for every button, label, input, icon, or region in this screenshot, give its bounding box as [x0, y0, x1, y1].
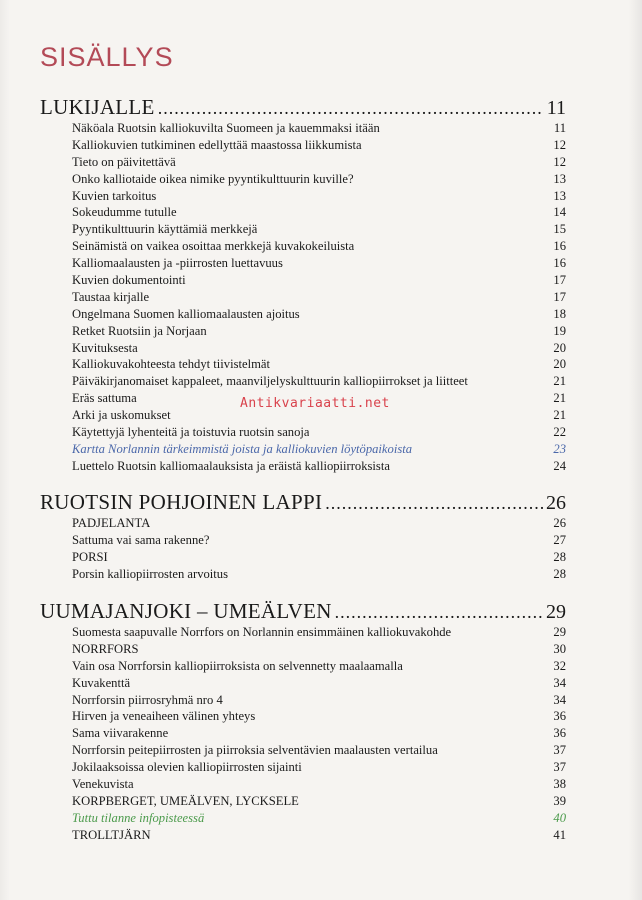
toc-entry	[40, 238, 566, 255]
toc-entry-page: 21	[553, 374, 566, 389]
toc-entry	[40, 549, 566, 566]
toc-entry-page: 28	[553, 549, 566, 564]
entry-list	[40, 120, 566, 475]
toc-entry-page: 30	[553, 641, 566, 656]
toc-entry-page: 18	[553, 306, 566, 321]
toc-entry-page: 11	[553, 121, 566, 135]
toc-entry-page: 24	[553, 458, 566, 473]
toc-entry-page: 39	[553, 793, 566, 808]
toc-entry-title: Kuvituksesta	[72, 340, 138, 355]
toc-entry-title: Kuvien dokumentointi	[72, 273, 186, 288]
toc-entry	[40, 458, 566, 475]
toc-entry	[40, 776, 566, 793]
toc-section	[40, 489, 566, 583]
toc-entry	[40, 171, 566, 188]
toc-entry	[40, 742, 566, 759]
toc-entry-page: 22	[553, 425, 566, 440]
toc-entry-page: 23	[553, 441, 566, 456]
toc-entry-title: TROLLTJÄRN	[72, 827, 151, 842]
toc-entry-title: Taustaa kirjalle	[72, 289, 150, 304]
toc-entry-title: Tuttu tilanne infopisteessä	[72, 810, 205, 825]
section-heading-row	[40, 598, 566, 624]
section-heading: LUKIJALLE	[40, 95, 155, 119]
page-title: SISÄLLYS	[40, 42, 174, 72]
section-page-number: 26	[546, 492, 566, 514]
toc-entry-page: 16	[553, 239, 566, 254]
toc-entry-page: 15	[553, 222, 566, 237]
toc-entry-title: Seinämistä on vaikea osoittaa merkkejä kuvakokeiluista	[72, 239, 355, 254]
toc-entry-page: 13	[553, 188, 566, 203]
dot-leader	[335, 599, 543, 625]
toc-entry-title: Kuvakenttä	[72, 675, 131, 690]
toc-entry-page: 17	[553, 273, 566, 288]
toc-entry-page: 38	[553, 777, 566, 792]
entry-list	[40, 624, 566, 844]
page-edge-shadow-right	[628, 0, 642, 900]
toc-entry-page: 37	[553, 743, 566, 758]
toc-entry-title: Tieto on päivitettävä	[72, 154, 176, 169]
dot-leader	[325, 490, 543, 516]
toc-entry-page: 40	[553, 810, 566, 825]
toc-entry-title: Näköala Ruotsin kalliokuvilta Suomeen ja kauemmaksi itään	[72, 121, 380, 135]
toc-entry	[40, 566, 566, 583]
toc-entry	[40, 759, 566, 776]
toc-entry	[40, 221, 566, 238]
toc-entry-page: 19	[553, 323, 566, 338]
toc-entry-page: 12	[553, 154, 566, 169]
toc-entry-page: 13	[553, 171, 566, 186]
toc-entry-title: Kalliomaalausten ja -piirrosten luettavuus	[72, 256, 283, 271]
toc-entry-title: Sokeudumme tutulle	[72, 205, 177, 220]
toc-entry-page: 34	[553, 675, 566, 690]
toc-entry-title: Käytettyjä lyhenteitä ja toistuvia ruotsin sanoja	[72, 425, 310, 440]
toc-entry-page: 34	[553, 692, 566, 707]
toc-entry-title: Vain osa Norrforsin kalliopiirroksista on selvennetty maalaamalla	[72, 658, 403, 673]
toc-entry	[40, 137, 566, 154]
toc-entry	[40, 272, 566, 289]
toc-entry	[40, 658, 566, 675]
toc-entry	[40, 154, 566, 171]
toc-entry-page: 36	[553, 726, 566, 741]
toc-entry	[40, 289, 566, 306]
toc-entry-page: 41	[553, 827, 566, 842]
toc-entry-title: Ongelmana Suomen kalliomaalausten ajoitus	[72, 306, 300, 321]
toc-entry-page: 12	[553, 137, 566, 152]
toc-entry-title: Hirven ja veneaiheen välinen yhteys	[72, 709, 256, 724]
toc-entry-title: Kartta Norlannin tärkeimmistä joista ja kalliokuvien löytöpaikoista	[72, 441, 413, 456]
toc-entry	[40, 204, 566, 221]
toc-entry	[40, 641, 566, 658]
watermark-text: Antikvariaatti.net	[240, 396, 390, 411]
toc-entry-page: 16	[553, 256, 566, 271]
toc-entry	[40, 675, 566, 692]
entry-list	[40, 515, 566, 583]
toc-entry-title: Pyyntikulttuurin käyttämiä merkkejä	[72, 222, 258, 237]
toc-entry	[40, 515, 566, 532]
section-page-number: 29	[546, 601, 566, 623]
toc-entry-page: 36	[553, 709, 566, 724]
toc-entry-page: 27	[553, 532, 566, 547]
toc-entry	[40, 793, 566, 810]
dot-leader	[158, 95, 544, 121]
toc-entry-title: Norrforsin peitepiirrosten ja piirroksia selventävien maalausten vertailua	[72, 743, 438, 758]
toc-entry-page: 21	[553, 391, 566, 406]
toc-entry	[40, 441, 566, 458]
toc-entry-page: 20	[553, 340, 566, 355]
toc-entry	[40, 373, 566, 390]
toc-entry-page: 14	[553, 205, 566, 220]
toc-entry-page: 26	[553, 516, 566, 530]
toc-entry-page: 32	[553, 658, 566, 673]
toc-entry-title: Sama viivarakenne	[72, 726, 169, 741]
toc-entry	[40, 424, 566, 441]
toc-entry	[40, 356, 566, 373]
toc-entry-title: Porsin kalliopiirrosten arvoitus	[72, 566, 229, 581]
section-heading: UUMAJANJOKI – UMEÄLVEN	[40, 599, 332, 623]
toc-entry	[40, 188, 566, 205]
toc-entry-page: 37	[553, 760, 566, 775]
toc-entry-title: Kuvien tarkoitus	[72, 188, 157, 203]
toc-entry-page: 29	[553, 625, 566, 639]
toc-entry	[40, 624, 566, 641]
toc-entry	[40, 306, 566, 323]
toc-entry-title: KORPBERGET, UMEÄLVEN, LYCKSELE	[72, 793, 299, 808]
toc-entry	[40, 810, 566, 827]
section-heading: RUOTSIN POHJOINEN LAPPI	[40, 490, 323, 514]
toc-entry	[40, 340, 566, 357]
toc-entry-title: Kalliokuvien tutkiminen edellyttää maastossa liikkumista	[72, 137, 362, 152]
toc-section	[40, 94, 566, 475]
toc-entry	[40, 708, 566, 725]
toc-entry-title: Norrforsin piirrosryhmä nro 4	[72, 692, 223, 707]
toc-entry-title: Retket Ruotsiin ja Norjaan	[72, 323, 207, 338]
toc-entry-title: PADJELANTA	[72, 516, 151, 530]
toc-entry	[40, 532, 566, 549]
toc-entry-page: 21	[553, 408, 566, 423]
toc-entry-title: Sattuma vai sama rakenne?	[72, 532, 210, 547]
toc-entry	[40, 725, 566, 742]
toc-entry-page: 20	[553, 357, 566, 372]
section-heading-row	[40, 94, 566, 120]
toc-entry-title: Päiväkirjanomaiset kappaleet, maanviljelyskulttuurin kalliopiirrokset ja liitteet	[72, 374, 468, 389]
page-edge-shadow-left	[0, 0, 10, 900]
toc-entry-title: NORRFORS	[72, 641, 139, 656]
toc-entry-title: Jokilaaksoissa olevien kalliopiirrosten sijainti	[72, 760, 302, 775]
toc-entry-title: Eräs sattuma	[72, 391, 137, 406]
toc-section	[40, 598, 566, 844]
section-heading-row	[40, 489, 566, 515]
toc-entry-page: 28	[553, 566, 566, 581]
toc-entry	[40, 692, 566, 709]
toc-entry-page: 17	[553, 289, 566, 304]
section-page-number: 11	[546, 97, 566, 119]
toc-entry-title: Arki ja uskomukset	[72, 408, 171, 423]
toc-entry-title: Kalliokuvakohteesta tehdyt tiivistelmät	[72, 357, 270, 372]
toc-entry	[40, 120, 566, 137]
toc-entry-title: Onko kalliotaide oikea nimike pyyntikulttuurin kuville?	[72, 171, 354, 186]
toc-entry-title: Luettelo Ruotsin kalliomaalauksista ja eräistä kalliopiirroksista	[72, 458, 390, 473]
toc-entry	[40, 323, 566, 340]
toc-entry	[40, 255, 566, 272]
toc-entry	[40, 827, 566, 844]
toc-entry-title: Suomesta saapuvalle Norrfors on Norlannin ensimmäinen kalliokuvakohde	[72, 625, 452, 639]
toc-entry-title: Venekuvista	[72, 777, 134, 792]
toc-entry-title: PORSI	[72, 549, 108, 564]
